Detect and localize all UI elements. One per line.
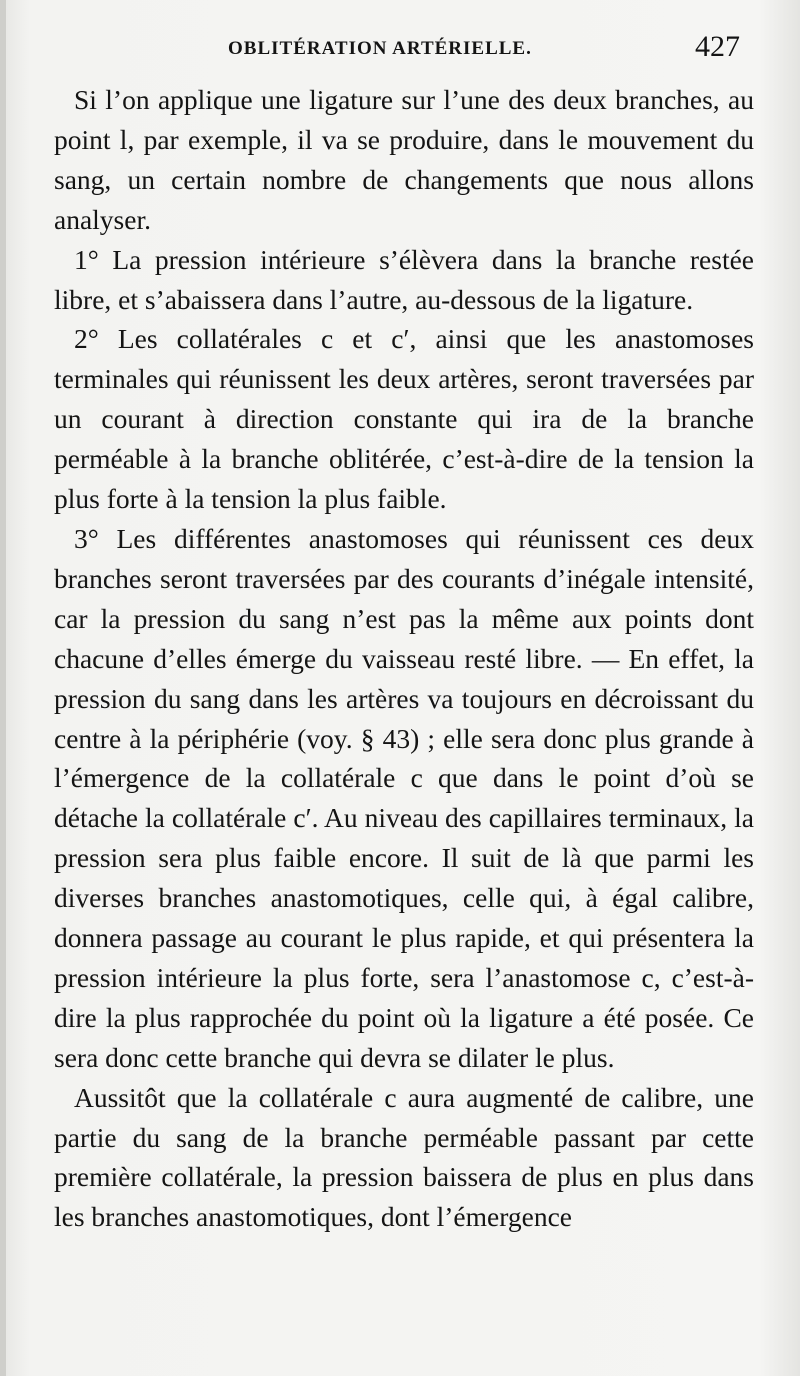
paragraph-collateral-calibre: Aussitôt que la collatérale c aura augmenté de calibre, une partie du sang de la branche perméable passant par cette première collatérale, la pression baissera de plus en plus dans les branches anastomotiques, dont l’émergence bbox=[54, 1081, 754, 1233]
page-number: 427 bbox=[695, 30, 740, 63]
body-text bbox=[54, 80, 754, 1237]
paragraph-ligature-intro: Si l’on applique une ligature sur l’une des deux branches, au point l, par exemple, il va se produire, dans le mouvement du sang, un certain nombre de changements que nous allons analyser. bbox=[54, 84, 754, 235]
page-header bbox=[0, 30, 800, 70]
page-edge-shadow bbox=[0, 0, 6, 1376]
paragraph-point-2: 2° Les collatérales c et c′, ainsi que les anastomoses terminales qui réunissent les deux artères, seront traversées par un courant à direction constante qui ira de la branche perméable à la branche oblitérée, c’est-à-dire de la tension la plus forte à la tension la plus faible. bbox=[54, 323, 754, 515]
paragraph-point-3: 3° Les différentes anastomoses qui réunissent ces deux branches seront traversées par des courants d’inégale intensité, car la pression du sang n’est pas la même aux points dont chacune d’elles émerge du vaisseau resté libre. — En effet, la pression du sang dans les artères va toujours en décroissant du centre à la périphérie (voy. § 43) ; elle sera donc plus grande à l’émergence de la collatérale c que dans le point d’où se détache la collatérale c′. Au niveau des capillaires terminaux, la pression sera plus faible encore. Il suit de là que parmi les diverses branches anastomotiques, celle qui, à égal calibre, donnera passage au courant le plus rapide, et qui présentera la pression intérieure la plus forte, sera l’anastomose c, c’est-à-dire la plus rapprochée du point où la ligature a été posée. Ce sera donc cette branche qui devra se dilater le plus. bbox=[54, 522, 754, 1073]
running-title: OBLITÉRATION ARTÉRIELLE. bbox=[228, 38, 532, 59]
paragraph-point-1: 1° La pression intérieure s’élèvera dans la branche restée libre, et s’abaissera dans l’autre, au-dessous de la ligature. bbox=[54, 243, 754, 315]
